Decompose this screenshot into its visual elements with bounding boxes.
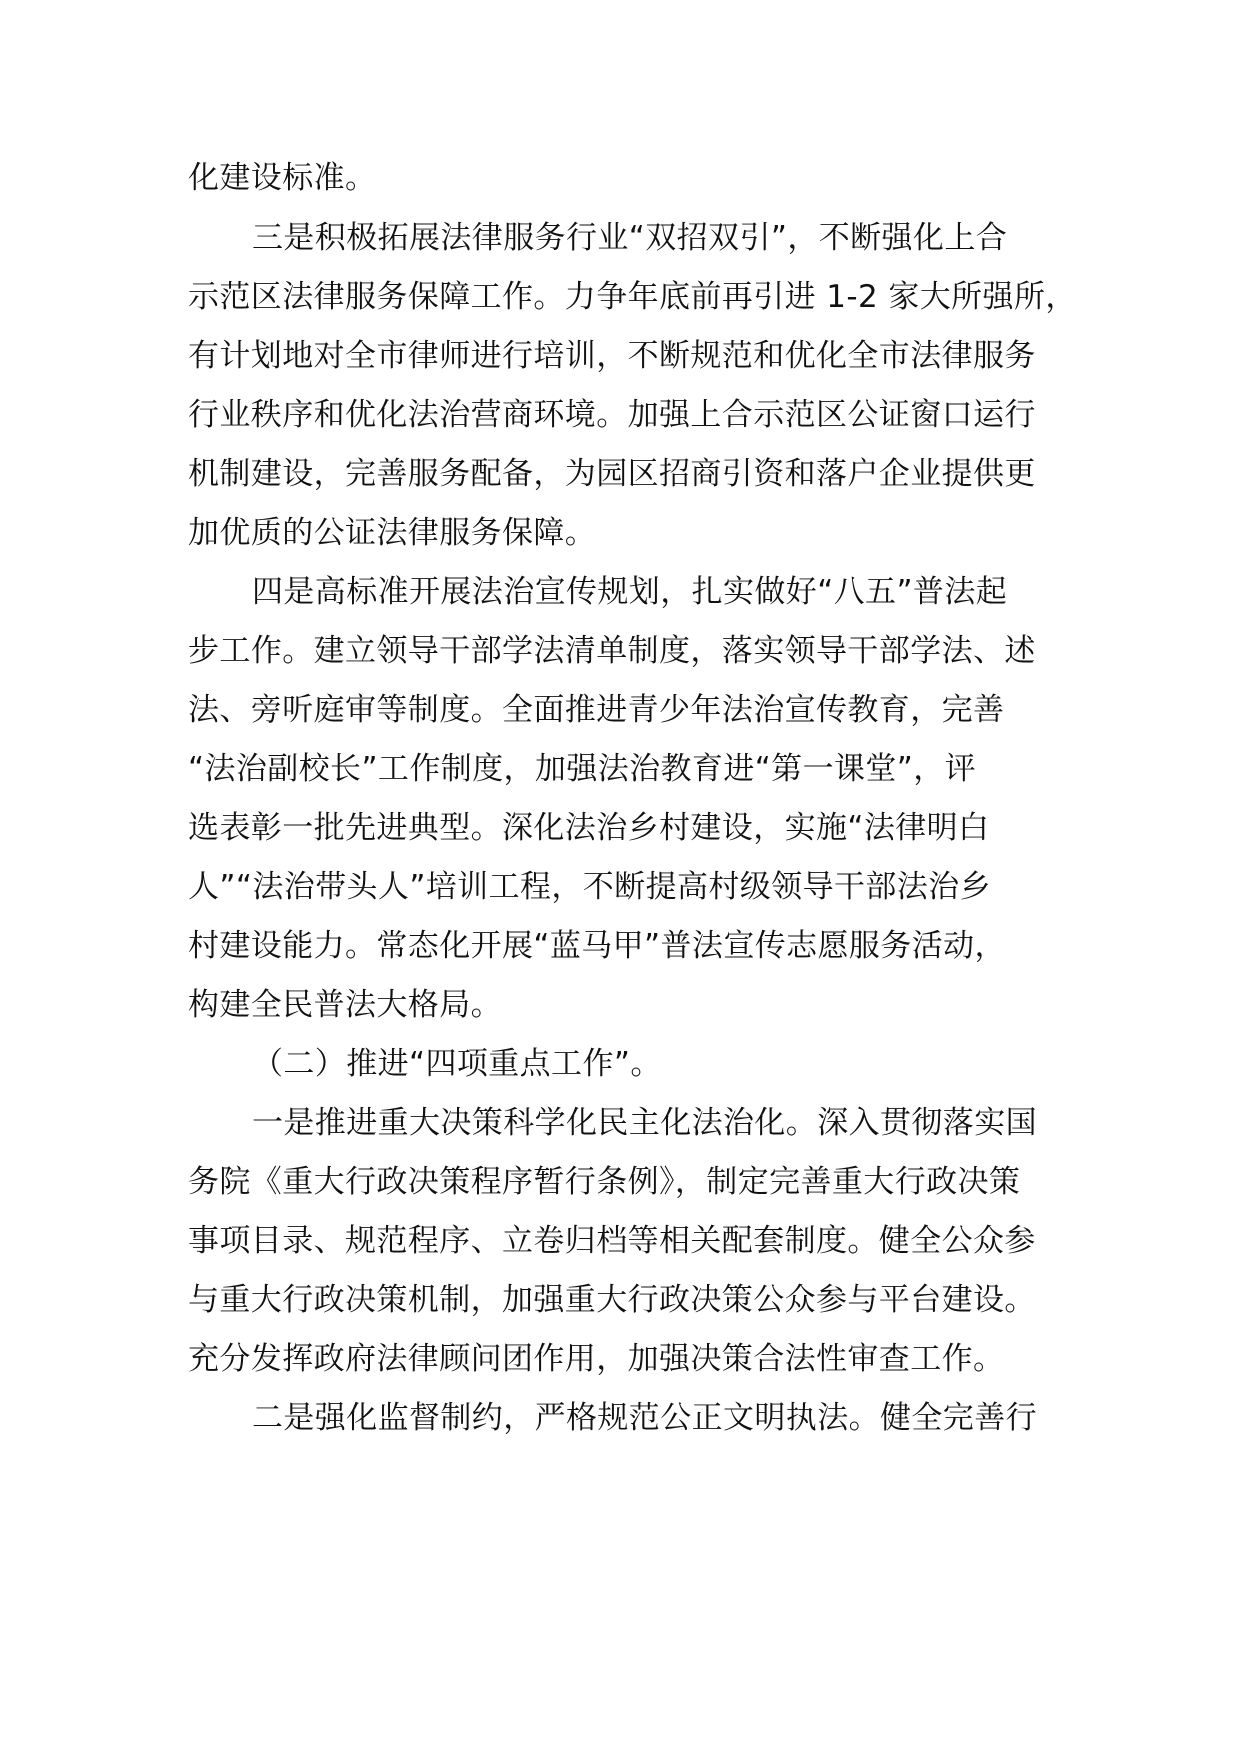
text-line-12: 选表彰一批先进典型。深化法治乡村建设，实施“法律明白 (188, 810, 990, 846)
text-line-4: 有计划地对全市律师进行培训，不断规范和优化全市法律服务 (188, 338, 1036, 374)
paragraph-4-start: 四是高标准开展法治宣传规划，扎实做好“八五”普法起 (252, 574, 1008, 610)
section-heading: （二）推进“四项重点工作”。 (252, 1046, 662, 1082)
text-line-10: 法、旁听庭审等制度。全面推进青少年法治宣传教育，完善 (188, 692, 1005, 728)
text-line-6: 机制建设，完善服务配备，为园区招商引资和落户企业提供更 (188, 456, 1036, 492)
paragraph-2-start: 二是强化监督制约，严格规范公正文明执法。健全完善行 (252, 1400, 1037, 1436)
text-line-18: 务院《重大行政决策程序暂行条例》，制定完善重大行政决策 (188, 1164, 1021, 1200)
text-line-11: “法治副校长”工作制度，加强法治教育进“第一课堂”，评 (188, 751, 977, 787)
text-line-9: 步工作。建立领导干部学法清单制度，落实领导干部学法、述 (188, 633, 1036, 669)
text-line-15: 构建全民普法大格局。 (188, 987, 502, 1023)
text-line-21: 充分发挥政府法律顾问团作用，加强决策合法性审查工作。 (188, 1341, 1005, 1377)
text-line-19: 事项目录、规范程序、立卷归档等相关配套制度。健全公众参 (188, 1223, 1036, 1259)
text-line-5: 行业秩序和优化法治营商环境。加强上合示范区公证窗口运行 (188, 397, 1036, 433)
text-line-3: 示范区法律服务保障工作。力争年底前再引进 1-2 家大所强所， (188, 279, 1077, 315)
text-line-20: 与重大行政决策机制，加强重大行政决策公众参与平台建设。 (188, 1282, 1036, 1318)
text-line-13: 人”“法治带头人”培训工程，不断提高村级领导干部法治乡 (188, 869, 991, 905)
text-line-7: 加优质的公证法律服务保障。 (188, 515, 597, 551)
paragraph-1-start: 一是推进重大决策科学化民主化法治化。深入贯彻落实国 (252, 1105, 1037, 1141)
text-line-1: 化建设标准。 (188, 160, 377, 196)
paragraph-3-start: 三是积极拓展法律服务行业“双招双引”，不断强化上合 (252, 220, 1008, 256)
text-line-14: 村建设能力。常态化开展“蓝马甲”普法宣传志愿服务活动， (188, 928, 1006, 964)
